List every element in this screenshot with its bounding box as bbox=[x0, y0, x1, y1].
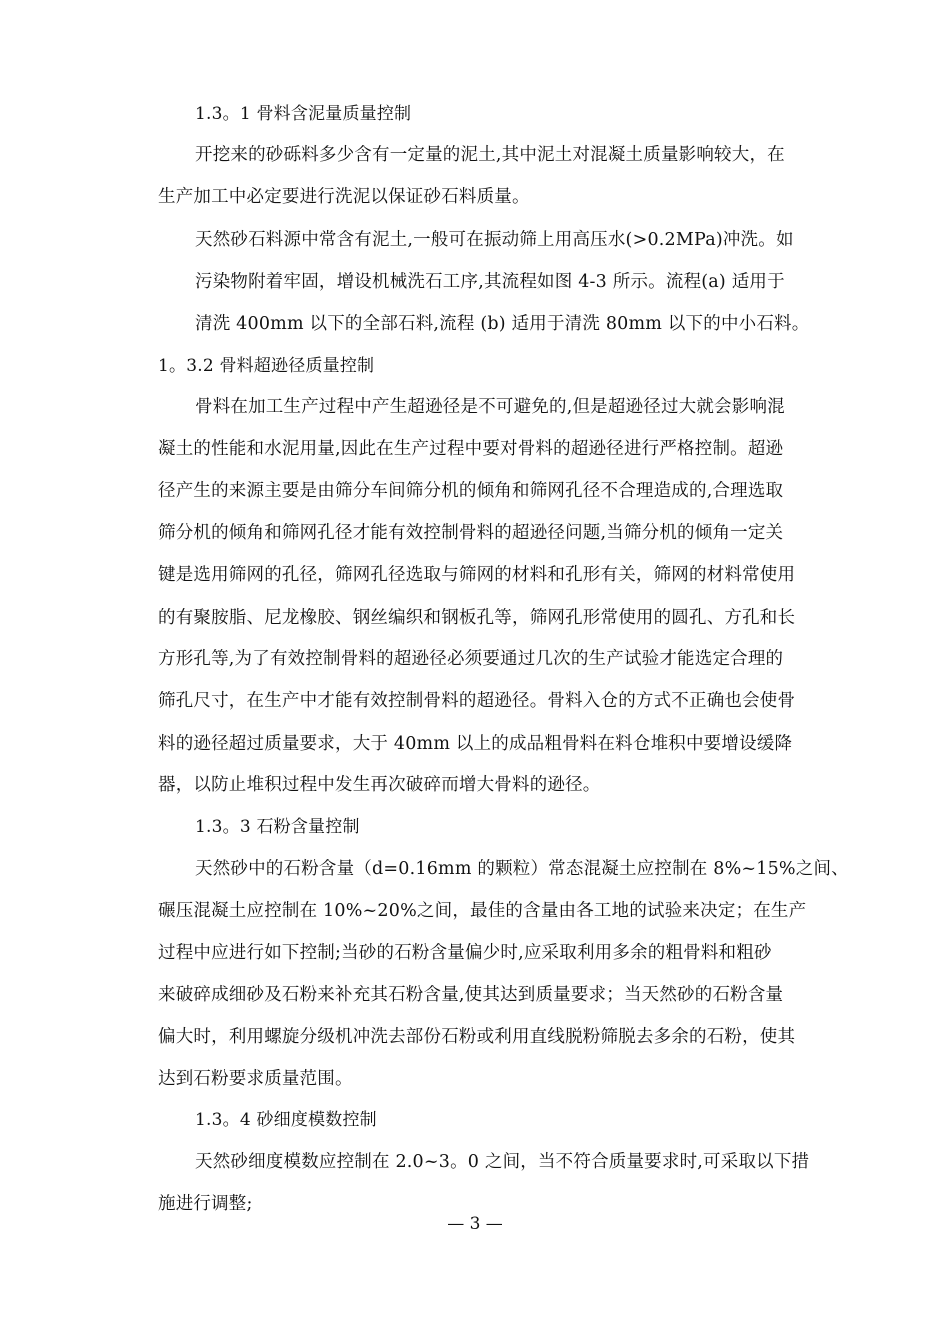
section-heading-1-3-2: 1。3.2 骨料超逊径质量控制 bbox=[158, 356, 375, 376]
paragraph-line: 生产加工中必定要进行洗泥以保证砂石料质量。 bbox=[158, 187, 530, 207]
paragraph-line: 过程中应进行如下控制;当砂的石粉含量偏少时,应采取利用多余的粗骨料和粗砂 bbox=[158, 943, 772, 963]
section-heading-1-3-1: 1.3。1 骨料含泥量质量控制 bbox=[195, 104, 412, 124]
paragraph-line: 开挖来的砂砾料多少含有一定量的泥土,其中泥土对混凝土质量影响较大，在 bbox=[195, 145, 785, 165]
paragraph-line: 清洗 400mm 以下的全部石料,流程 (b) 适用于清洗 80mm 以下的中小石料。 bbox=[195, 314, 810, 334]
paragraph-line: 的有聚胺脂、尼龙橡胶、钢丝编织和钢板孔等，筛网孔形常使用的圆孔、方孔和长 bbox=[158, 608, 796, 628]
paragraph-line: 达到石粉要求质量范围。 bbox=[158, 1069, 353, 1089]
paragraph-line: 料的逊径超过质量要求，大于 40mm 以上的成品粗骨料在料仓堆积中要增设缓降 bbox=[158, 734, 793, 754]
paragraph-line: 天然砂细度模数应控制在 2.0~3。0 之间，当不符合质量要求时,可采取以下措 bbox=[195, 1152, 810, 1172]
section-heading-1-3-3: 1.3。3 石粉含量控制 bbox=[195, 817, 360, 837]
paragraph-line: 键是选用筛网的孔径，筛网孔径选取与筛网的材料和孔形有关，筛网的材料常使用 bbox=[158, 565, 796, 585]
paragraph-line: 径产生的来源主要是由筛分车间筛分机的倾角和筛网孔径不合理造成的,合理选取 bbox=[158, 481, 784, 501]
paragraph-line: 天然砂中的石粉含量（d=0.16mm 的颗粒）常态混凝土应控制在 8%~15%之间、 bbox=[195, 859, 849, 879]
paragraph-line: 偏大时，利用螺旋分级机冲洗去部份石粉或利用直线脱粉筛脱去多余的石粉，使其 bbox=[158, 1027, 796, 1047]
paragraph-line: 凝土的性能和水泥用量,因此在生产过程中要对骨料的超逊径进行严格控制。超逊 bbox=[158, 439, 784, 459]
paragraph-line: 器，以防止堆积过程中发生再次破碎而增大骨料的逊径。 bbox=[158, 775, 601, 795]
paragraph-line: 来破碎成细砂及石粉来补充其石粉含量,使其达到质量要求；当天然砂的石粉含量 bbox=[158, 985, 784, 1005]
paragraph-line: 施进行调整; bbox=[158, 1194, 253, 1214]
section-heading-1-3-4: 1.3。4 砂细度模数控制 bbox=[195, 1110, 377, 1130]
paragraph-line: 天然砂石料源中常含有泥土,一般可在振动筛上用高压水(>0.2MPa)冲洗。如 bbox=[195, 230, 794, 250]
paragraph-line: 骨料在加工生产过程中产生超逊径是不可避免的,但是超逊径过大就会影响混 bbox=[195, 397, 785, 417]
paragraph-line: 污染物附着牢固，增设机械洗石工序,其流程如图 4-3 所示。流程(a) 适用于 bbox=[195, 272, 785, 292]
paragraph-line: 方形孔等,为了有效控制骨料的超逊径必须要通过几次的生产试验才能选定合理的 bbox=[158, 649, 784, 669]
paragraph-line: 筛分机的倾角和筛网孔径才能有效控制骨料的超逊径问题,当筛分机的倾角一定关 bbox=[158, 523, 784, 543]
paragraph-line: 碾压混凝土应控制在 10%~20%之间，最佳的含量由各工地的试验来决定；在生产 bbox=[158, 901, 807, 921]
paragraph-line: 筛孔尺寸，在生产中才能有效控制骨料的超逊径。骨料入仓的方式不正确也会使骨 bbox=[158, 691, 796, 711]
page-number: — 3 — bbox=[447, 1214, 503, 1234]
